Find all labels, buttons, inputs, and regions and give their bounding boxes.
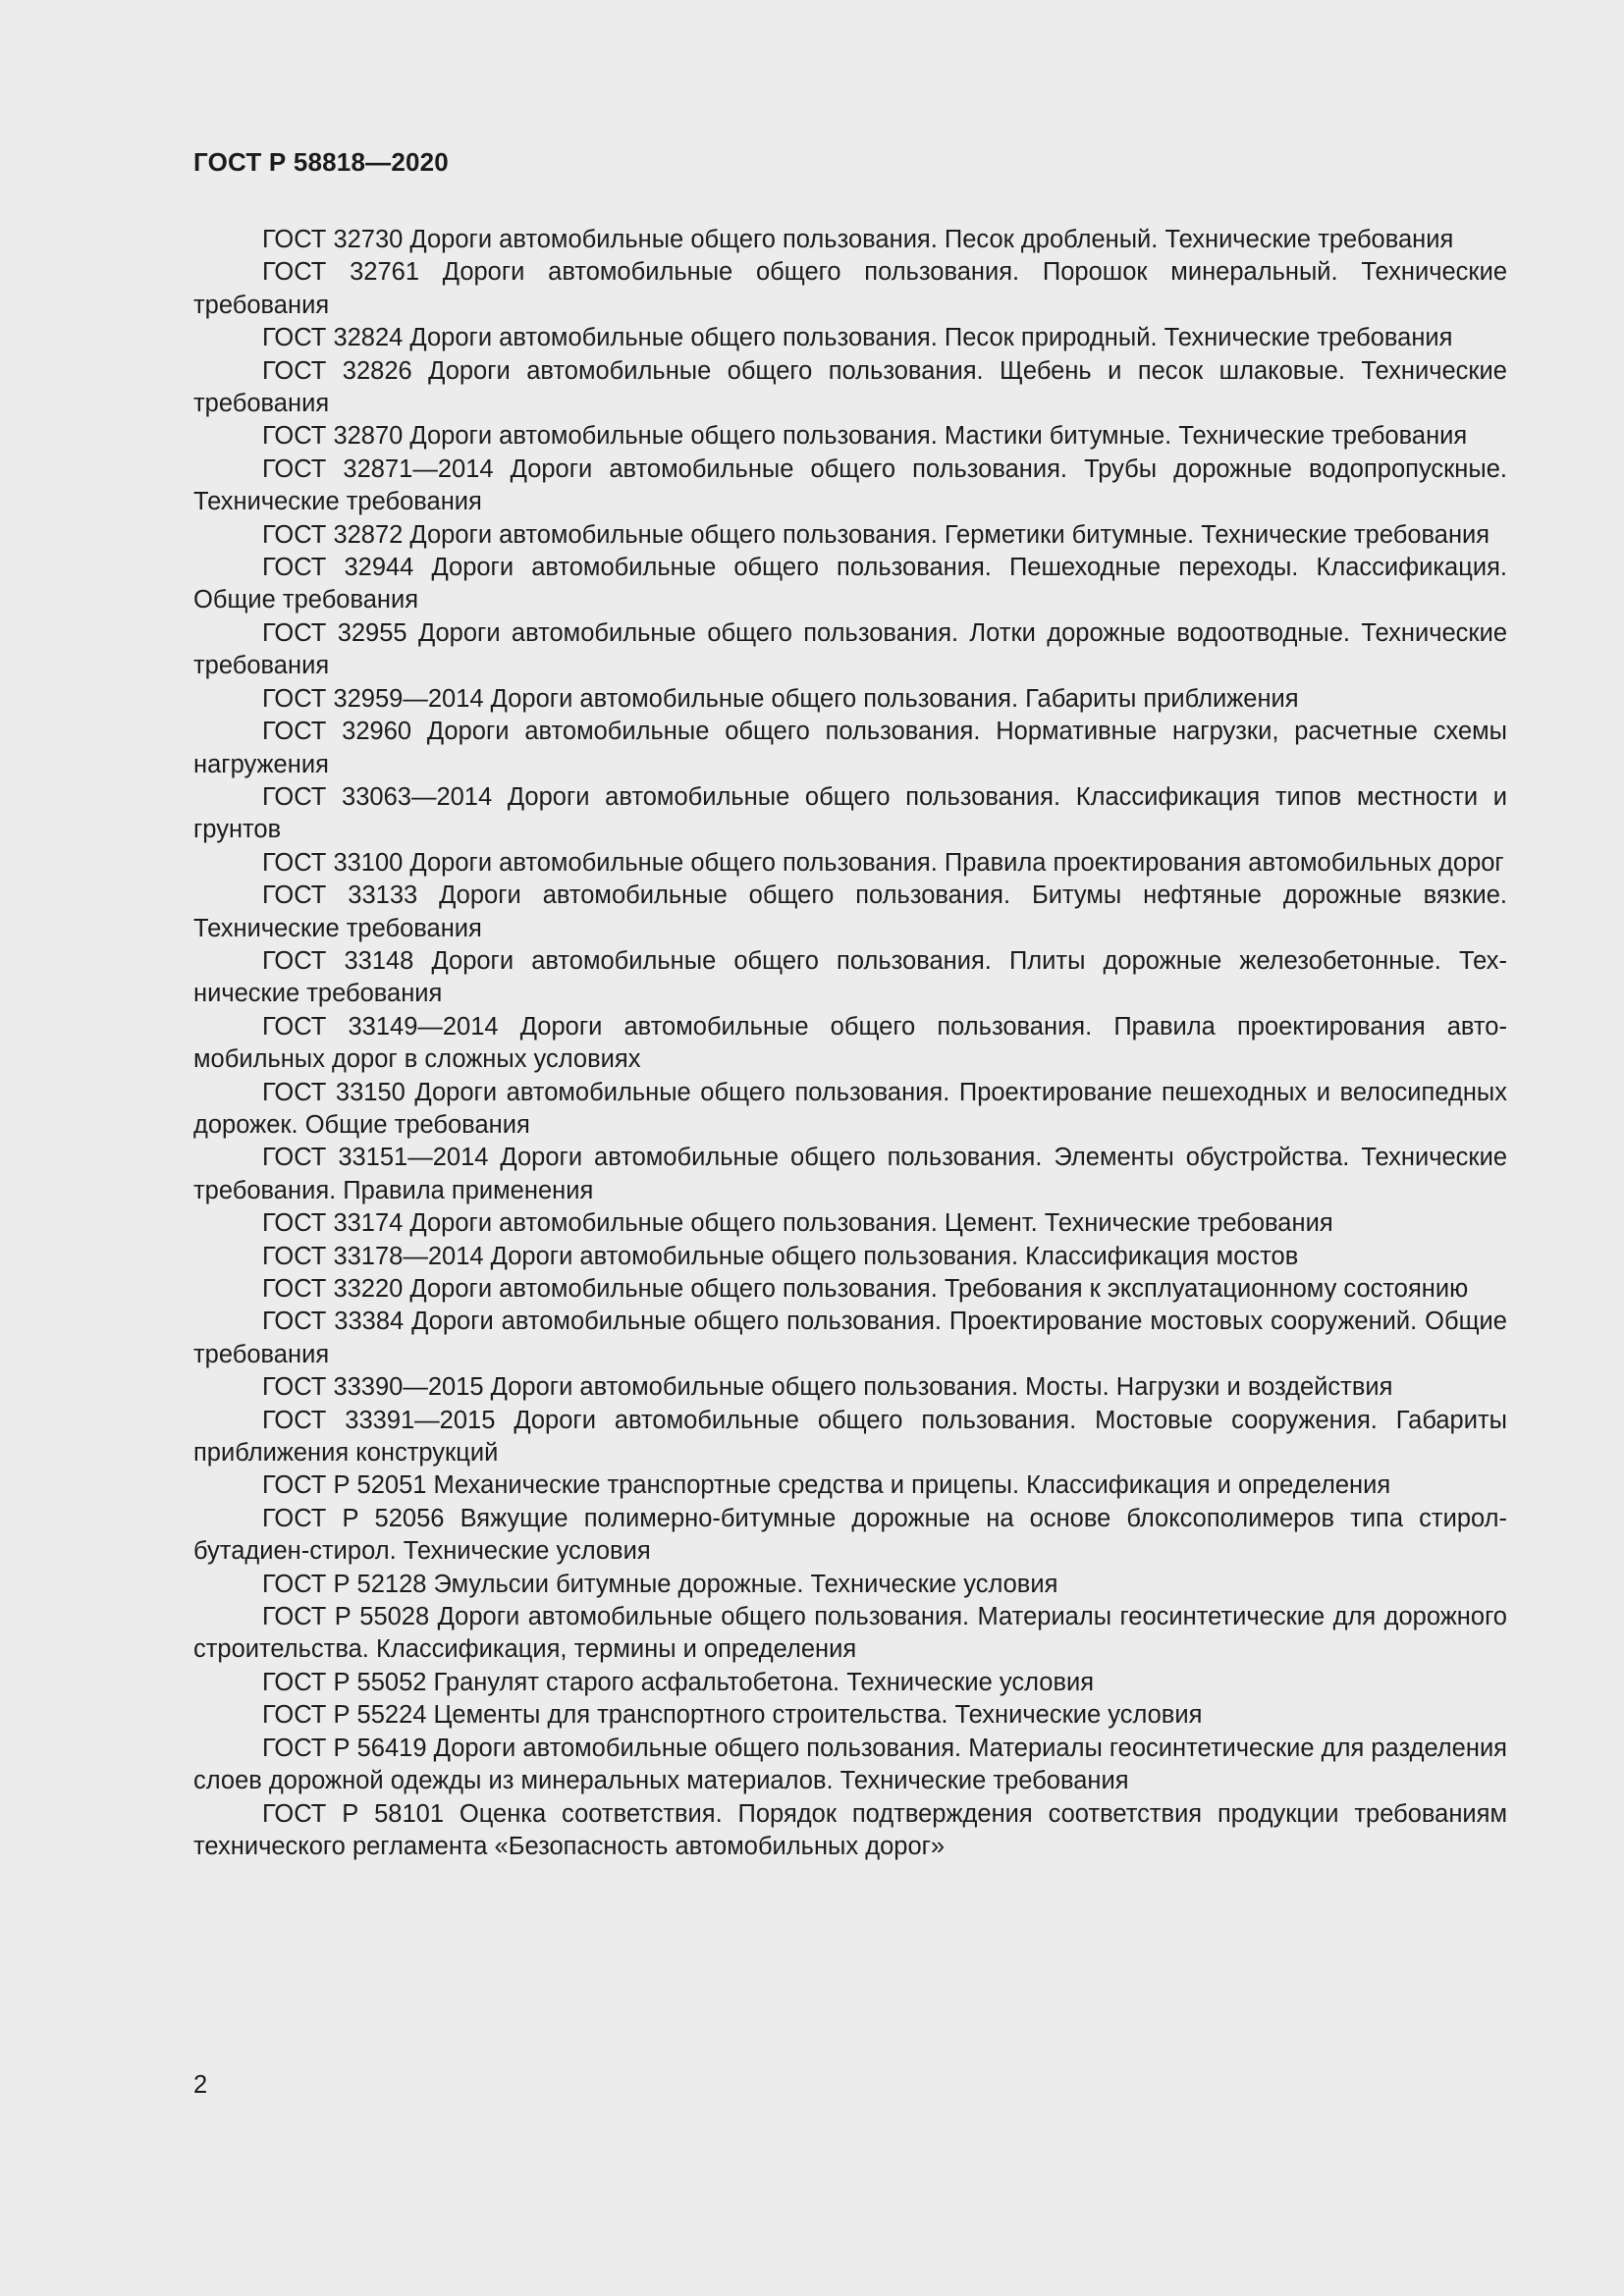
reference-item: ГОСТ Р 58101 Оценка соответствия. Порядок подтверждения соответствия продукции требованиям технического регламента «Безопасность автомобильных дорог» <box>193 1799 1507 1860</box>
reference-item: ГОСТ Р 55028 Дороги автомобильные общего пользования. Материалы геосинтетические для дорожного строительства. Классификация, термины и определения <box>193 1603 1507 1664</box>
reference-item: ГОСТ 32730 Дороги автомобильные общего пользования. Песок дробленый. Технические требования <box>262 226 1454 253</box>
reference-item: ГОСТ 33178—2014 Дороги автомобильные общего пользования. Классификация мостов <box>262 1242 1299 1270</box>
reference-item: ГОСТ Р 52128 Эмульсии битумные дорожные. Технические условия <box>262 1570 1058 1598</box>
page-number: 2 <box>193 2071 208 2099</box>
reference-item: ГОСТ 32944 Дороги автомобильные общего пользования. Пешеходные переходы. Классификация. Общие требования <box>193 554 1507 614</box>
reference-item: ГОСТ Р 56419 Дороги автомобильные общего пользования. Материалы геосинтетические для разделения слоев дорожной одежды из минеральных материалов. Технические требования <box>193 1734 1507 1795</box>
reference-item: ГОСТ 32960 Дороги автомобильные общего пользования. Нормативные нагрузки, расчетные схемы нагружения <box>193 718 1507 778</box>
reference-item: ГОСТ Р 55224 Цементы для транспортного строительства. Технические условия <box>262 1701 1203 1730</box>
reference-item: ГОСТ 33063—2014 Дороги автомобильные общего пользования. Классификация типов местности и грунтов <box>193 782 1507 844</box>
reference-item: ГОСТ 33149—2014 Дороги автомобильные общего пользования. Правила проектирования автомобильных дорог в сложных условиях <box>193 1012 1507 1074</box>
reference-item: ГОСТ 33384 Дороги автомобильные общего пользования. Проектирование мостовых сооружений. Общие требования <box>193 1308 1507 1368</box>
reference-item: ГОСТ 33174 Дороги автомобильные общего пользования. Цемент. Технические требования <box>262 1209 1333 1238</box>
reference-item: ГОСТ 32871—2014 Дороги автомобильные общего пользования. Трубы дорожные водопропускные. Технические требования <box>193 454 1507 516</box>
reference-item: ГОСТ 32870 Дороги автомобильные общего пользования. Мастики битумные. Технические требования <box>262 422 1468 451</box>
reference-item: ГОСТ Р 52051 Механические транспортные средства и прицепы. Классификация и определения <box>262 1471 1391 1500</box>
reference-item: ГОСТ 32761 Дороги автомобильные общего пользования. Порошок минеральный. Технические требования <box>193 258 1507 319</box>
reference-item: ГОСТ 32826 Дороги автомобильные общего пользования. Щебень и песок шлаковые. Технические требования <box>193 356 1507 418</box>
reference-item: ГОСТ 32955 Дороги автомобильные общего пользования. Лотки дорожные водоотводные. Технические требования <box>193 618 1507 680</box>
reference-item: ГОСТ 33390—2015 Дороги автомобильные общего пользования. Мосты. Нагрузки и воздействия <box>262 1373 1393 1402</box>
reference-item: ГОСТ 32959—2014 Дороги автомобильные общего пользования. Габариты приближения <box>262 684 1299 713</box>
reference-item: ГОСТ 32824 Дороги автомобильные общего пользования. Песок природный. Технические требования <box>262 324 1453 352</box>
reference-item: ГОСТ 32872 Дороги автомобильные общего пользования. Герметики битумные. Технические требования <box>262 520 1490 549</box>
reference-item: ГОСТ Р 55052 Гранулят старого асфальтобетона. Технические условия <box>262 1668 1095 1696</box>
reference-item: ГОСТ 33148 Дороги автомобильные общего пользования. Плиты дорожные железобетонные. Технические требования <box>193 946 1507 1008</box>
normative-references-list <box>193 224 1507 1863</box>
document-header-title: ГОСТ Р 58818—2020 <box>193 147 449 177</box>
reference-item: ГОСТ 33100 Дороги автомобильные общего пользования. Правила проектирования автомобильных дорог <box>262 848 1504 877</box>
reference-item: ГОСТ 33220 Дороги автомобильные общего пользования. Требования к эксплуатационному состоянию <box>262 1275 1469 1303</box>
reference-item: ГОСТ 33391—2015 Дороги автомобильные общего пользования. Мостовые сооружения. Габариты приближения конструкций <box>193 1406 1507 1468</box>
reference-item: ГОСТ 33151—2014 Дороги автомобильные общего пользования. Элементы обустройства. Технические требования. Правила применения <box>193 1144 1507 1204</box>
reference-item: ГОСТ Р 52056 Вяжущие полимерно-битумные дорожные на основе блоксополимеров типа стирол-бутадиен-стирол. Технические условия <box>193 1504 1507 1566</box>
reference-item: ГОСТ 33133 Дороги автомобильные общего пользования. Битумы нефтяные дорожные вязкие. Технические требования <box>193 881 1507 942</box>
reference-item: ГОСТ 33150 Дороги автомобильные общего пользования. Проектирование пешеходных и велосипедных дорожек. Общие требования <box>193 1078 1507 1139</box>
